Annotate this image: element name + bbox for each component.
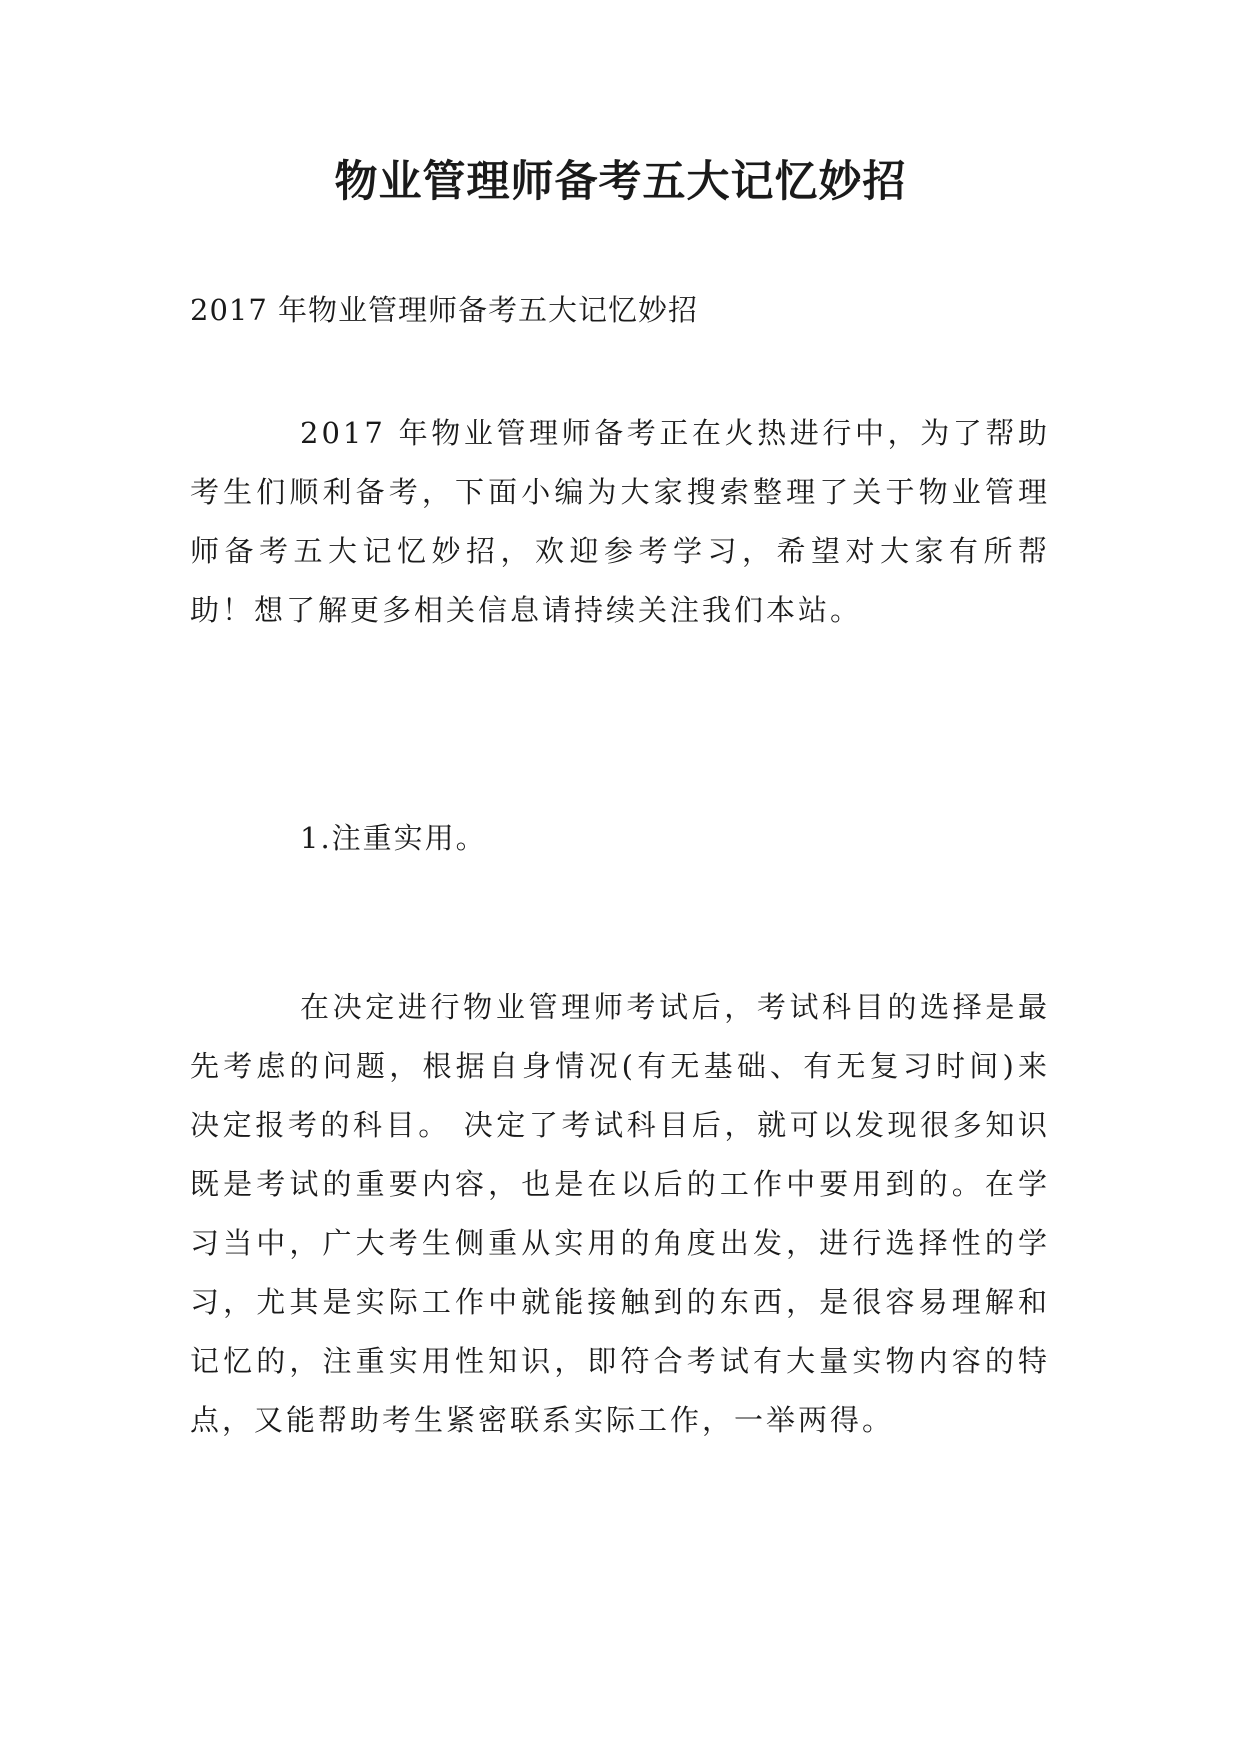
- section-1-heading: 1.注重实用。: [300, 821, 487, 855]
- document-subtitle: 2017 年物业管理师备考五大记忆妙招: [190, 293, 699, 327]
- intro-paragraph: 2017 年物业管理师备考正在火热进行中，为了帮助考生们顺利备考，下面小编为大家搜索整理了关于物业管理师备考五大记忆妙招，欢迎参考学习，希望对大家有所帮助！想了解更多相关信息请持续关注我们本站。: [190, 416, 1050, 627]
- section-1-paragraph: 在决定进行物业管理师考试后，考试科目的选择是最先考虑的问题，根据自身情况(有无基础、有无复习时间)来决定报考的科目。 决定了考试科目后，就可以发现很多知识既是考试的重要内容，也是在以后的工作中要用到的。在学习当中，广大考生侧重从实用的角度出发，进行选择性的学习，尤其是实际工作中就能接触到的东西，是很容易理解和记忆的，注重实用性知识，即符合考试有大量实物内容的特点，又能帮助考生紧密联系实际工作，一举两得。: [190, 990, 1050, 1437]
- document-title: 物业管理师备考五大记忆妙招: [334, 157, 907, 207]
